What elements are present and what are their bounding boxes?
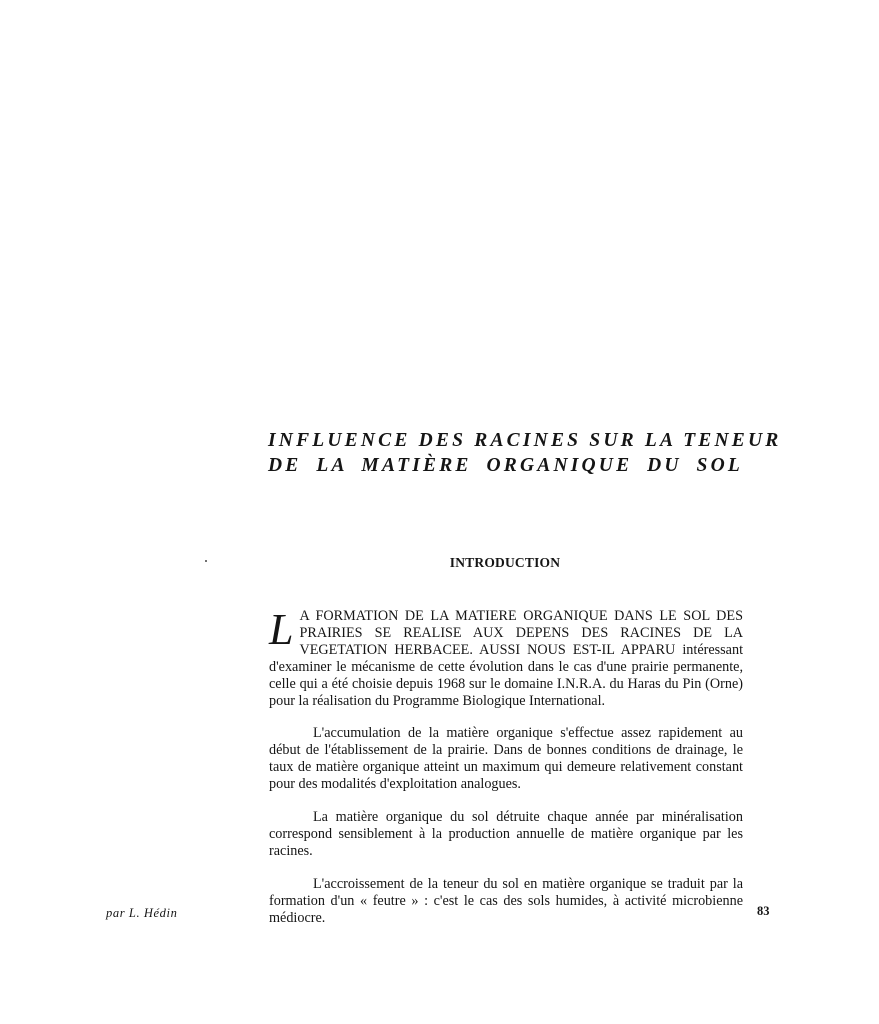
- paragraph-1: [269, 605, 744, 709]
- drop-cap: L: [269, 605, 294, 654]
- section-heading: INTRODUCTION: [449, 555, 561, 570]
- article-title: [268, 428, 782, 478]
- page-number: 83: [757, 904, 770, 918]
- author-byline: par L. Hédin: [106, 906, 178, 920]
- title-line-1: INFLUENCE DES RACINES SUR LA TENEUR: [268, 430, 782, 451]
- print-speck: [205, 560, 207, 562]
- paragraph-4: L'accroissement de la teneur du sol en matière organique se traduit par la formation d'un « feutre » : c'est le cas des sols humides, à activité microbienne médiocre.: [269, 875, 743, 926]
- paragraph-2: L'accumulation de la matière organique s'effectue assez rapidement au début de l'établissement de la prairie. Dans de bonnes conditions de drainage, le taux de matière organique atteint un maximum qui demeure relativement constant pour des modalités d'exploitation analogues.: [269, 725, 743, 793]
- paragraph-3: La matière organique du sol détruite chaque année par minéralisation correspond sensiblement à la production annuelle de matière organique par les racines.: [269, 809, 743, 859]
- paragraph-1-rest: intéressant d'examiner le mécanisme de cette évolution dans le cas d'une prairie permanente, celle qui a été choisie depuis 1968 sur le domaine I.N.R.A. du Haras du Pin (Orne) pour la réalisation du Programme Biologique International.: [269, 641, 744, 709]
- paragraph-1-caps: A FORMATION DE LA MATIERE ORGANIQUE DANS LE SOL DES PRAIRIES SE REALISE AUX DEPENS DES RACINES DE LA VEGETATION HERBACEE. AUSSI NOUS EST-IL APPARU: [299, 608, 743, 658]
- article-body: [269, 605, 744, 943]
- title-line-2: DE LA MATIÈRE ORGANIQUE DU SOL: [268, 455, 743, 476]
